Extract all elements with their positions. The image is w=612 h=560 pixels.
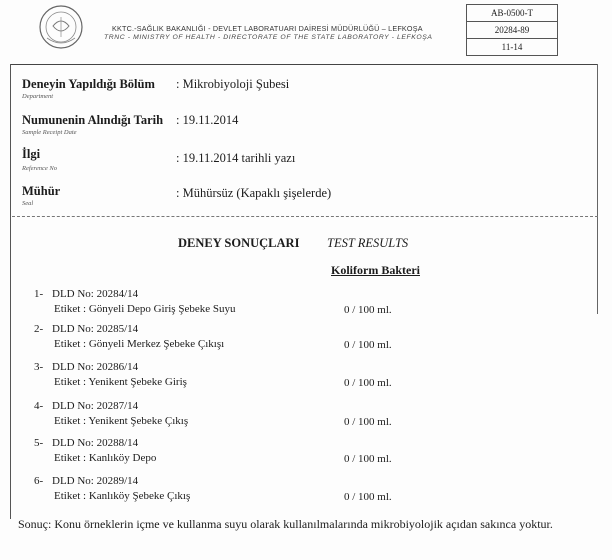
ministry-header-tr: KKTC.-SAĞLIK BAKANLIĞI - DEVLET LABORATUARI DAİRESİ MÜDÜRLÜĞÜ – LEFKOŞA (112, 24, 423, 33)
state-emblem-seal (38, 4, 84, 50)
seal-value: : Mühürsüz (Kapaklı şişelerde) (176, 186, 332, 200)
section-divider (12, 216, 598, 217)
dld-number: DLD No: 20288/14 (52, 437, 139, 449)
result-item (34, 437, 392, 465)
item-number: 3- (34, 361, 44, 373)
result-item (34, 361, 392, 389)
results-title-tr: DENEY SONUÇLARI (178, 236, 300, 250)
report-number: 20284-89 (467, 22, 557, 39)
ministry-header-en: TRNC - MINISTRY OF HEALTH - DIRECTORATE OF THE STATE LABORATORY - LEFKOŞA (104, 34, 433, 41)
frame-left-line (10, 64, 11, 519)
item-label: Etiket : Kanlıköy Şebeke Çıkış (54, 490, 191, 502)
document-code-box (466, 4, 558, 56)
item-number: 4- (34, 400, 44, 412)
item-result: 0 / 100 ml. (344, 339, 392, 351)
result-item (34, 475, 392, 503)
item-number: 2- (34, 323, 44, 335)
item-label: Etiket : Yenikent Şebeke Çıkış (54, 415, 189, 427)
dld-number: DLD No: 20289/14 (52, 475, 139, 487)
item-result: 0 / 100 ml. (344, 453, 392, 465)
item-number: 1- (34, 288, 44, 300)
conclusion-text: Sonuç: Konu örneklerin içme ve kullanma suyu olarak kullanılmalarında mikrobiyolojik açıdan sakınca yoktur. (18, 517, 553, 531)
item-result: 0 / 100 ml. (344, 304, 392, 316)
department-label: Deneyin Yapıldığı Bölüm (22, 77, 155, 91)
coliform-column-header: Koliform Bakteri (331, 263, 420, 277)
frame-top-line (10, 64, 598, 65)
item-number: 6- (34, 475, 44, 487)
dld-number: DLD No: 20285/14 (52, 323, 139, 335)
seal-label-en: Seal (22, 200, 34, 207)
item-result: 0 / 100 ml. (344, 377, 392, 389)
item-label: Etiket : Yenikent Şebeke Giriş (54, 376, 187, 388)
reference-label-en: Reference No (22, 165, 57, 172)
sample-date-value: : 19.11.2014 (176, 113, 239, 127)
dld-number: DLD No: 20284/14 (52, 288, 139, 300)
seal-label: Mühür (22, 184, 61, 198)
results-title-en: TEST RESULTS (327, 236, 409, 250)
result-item (34, 288, 392, 316)
item-result: 0 / 100 ml. (344, 491, 392, 503)
form-code: AB-0500-T (467, 5, 557, 22)
item-result: 0 / 100 ml. (344, 416, 392, 428)
reference-label: İlgi (22, 147, 41, 161)
dld-number: DLD No: 20287/14 (52, 400, 139, 412)
item-label: Etiket : Gönyeli Depo Giriş Şebeke Suyu (54, 303, 236, 315)
item-label: Etiket : Kanlıköy Depo (54, 452, 157, 464)
department-value: : Mikrobiyoloji Şubesi (176, 77, 290, 91)
item-number: 5- (34, 437, 44, 449)
result-item (34, 323, 392, 351)
frame-right-line (597, 64, 598, 314)
dld-number: DLD No: 20286/14 (52, 361, 139, 373)
reference-value: : 19.11.2014 tarihli yazı (176, 151, 296, 165)
sample-date-label-en: Sample Receipt Date (22, 129, 77, 136)
report-period: 11-14 (501, 42, 523, 52)
item-label: Etiket : Gönyeli Merkez Şebeke Çıkışı (54, 338, 225, 350)
sample-date-label: Numunenin Alındığı Tarih (22, 113, 164, 127)
result-item (34, 400, 392, 428)
department-label-en: Department (22, 93, 54, 100)
